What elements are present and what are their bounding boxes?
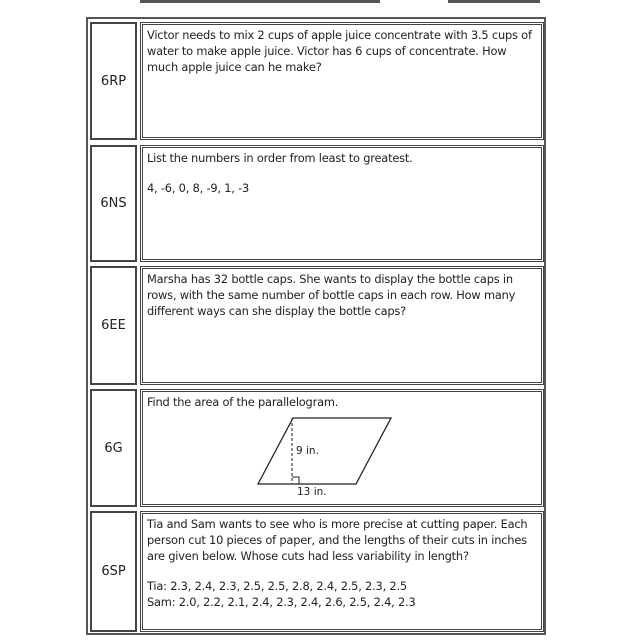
number-list: 4, -6, 0, 8, -9, 1, -3 [147,181,250,195]
standard-code: 6NS [90,145,137,262]
base-label: 13 in. [297,486,327,498]
tia-data: Tia: 2.3, 2.4, 2.3, 2.5, 2.5, 2.8, 2.4, 2.5, 2.3, 2.5 [147,579,407,593]
standard-code: 6EE [90,266,137,385]
question-text: Tia and Sam wants to see who is more precise at cutting paper. Each person cut 10 pieces of paper, and the lengths of their cuts in inches are given below. Whose cuts had less variability in length? [147,517,528,563]
standard-code: 6G [90,389,137,507]
question-text: List the numbers in order from least to greatest. [147,151,413,165]
standard-code: 6SP [90,511,137,632]
question-text: Victor needs to mix 2 cups of apple juice concentrate with 3.5 cups of water to make apple juice. Victor has 6 cups of concentrate. How much apple juice can he make? [147,28,532,74]
right-angle-mark [292,477,299,484]
sam-data: Sam: 2.0, 2.2, 2.1, 2.4, 2.3, 2.4, 2.6, 2.5, 2.4, 2.3 [147,595,416,609]
question-text: Marsha has 32 bottle caps. She wants to display the bottle caps in rows, with the same number of bottle caps in each row. How many different ways can she display the bottle caps? [147,272,516,318]
parallelogram [258,418,391,484]
question-6sp [140,511,544,632]
question-text: Find the area of the parallelogram. [147,395,339,409]
height-label: 9 in. [296,445,319,457]
standard-code: 6RP [90,22,137,140]
